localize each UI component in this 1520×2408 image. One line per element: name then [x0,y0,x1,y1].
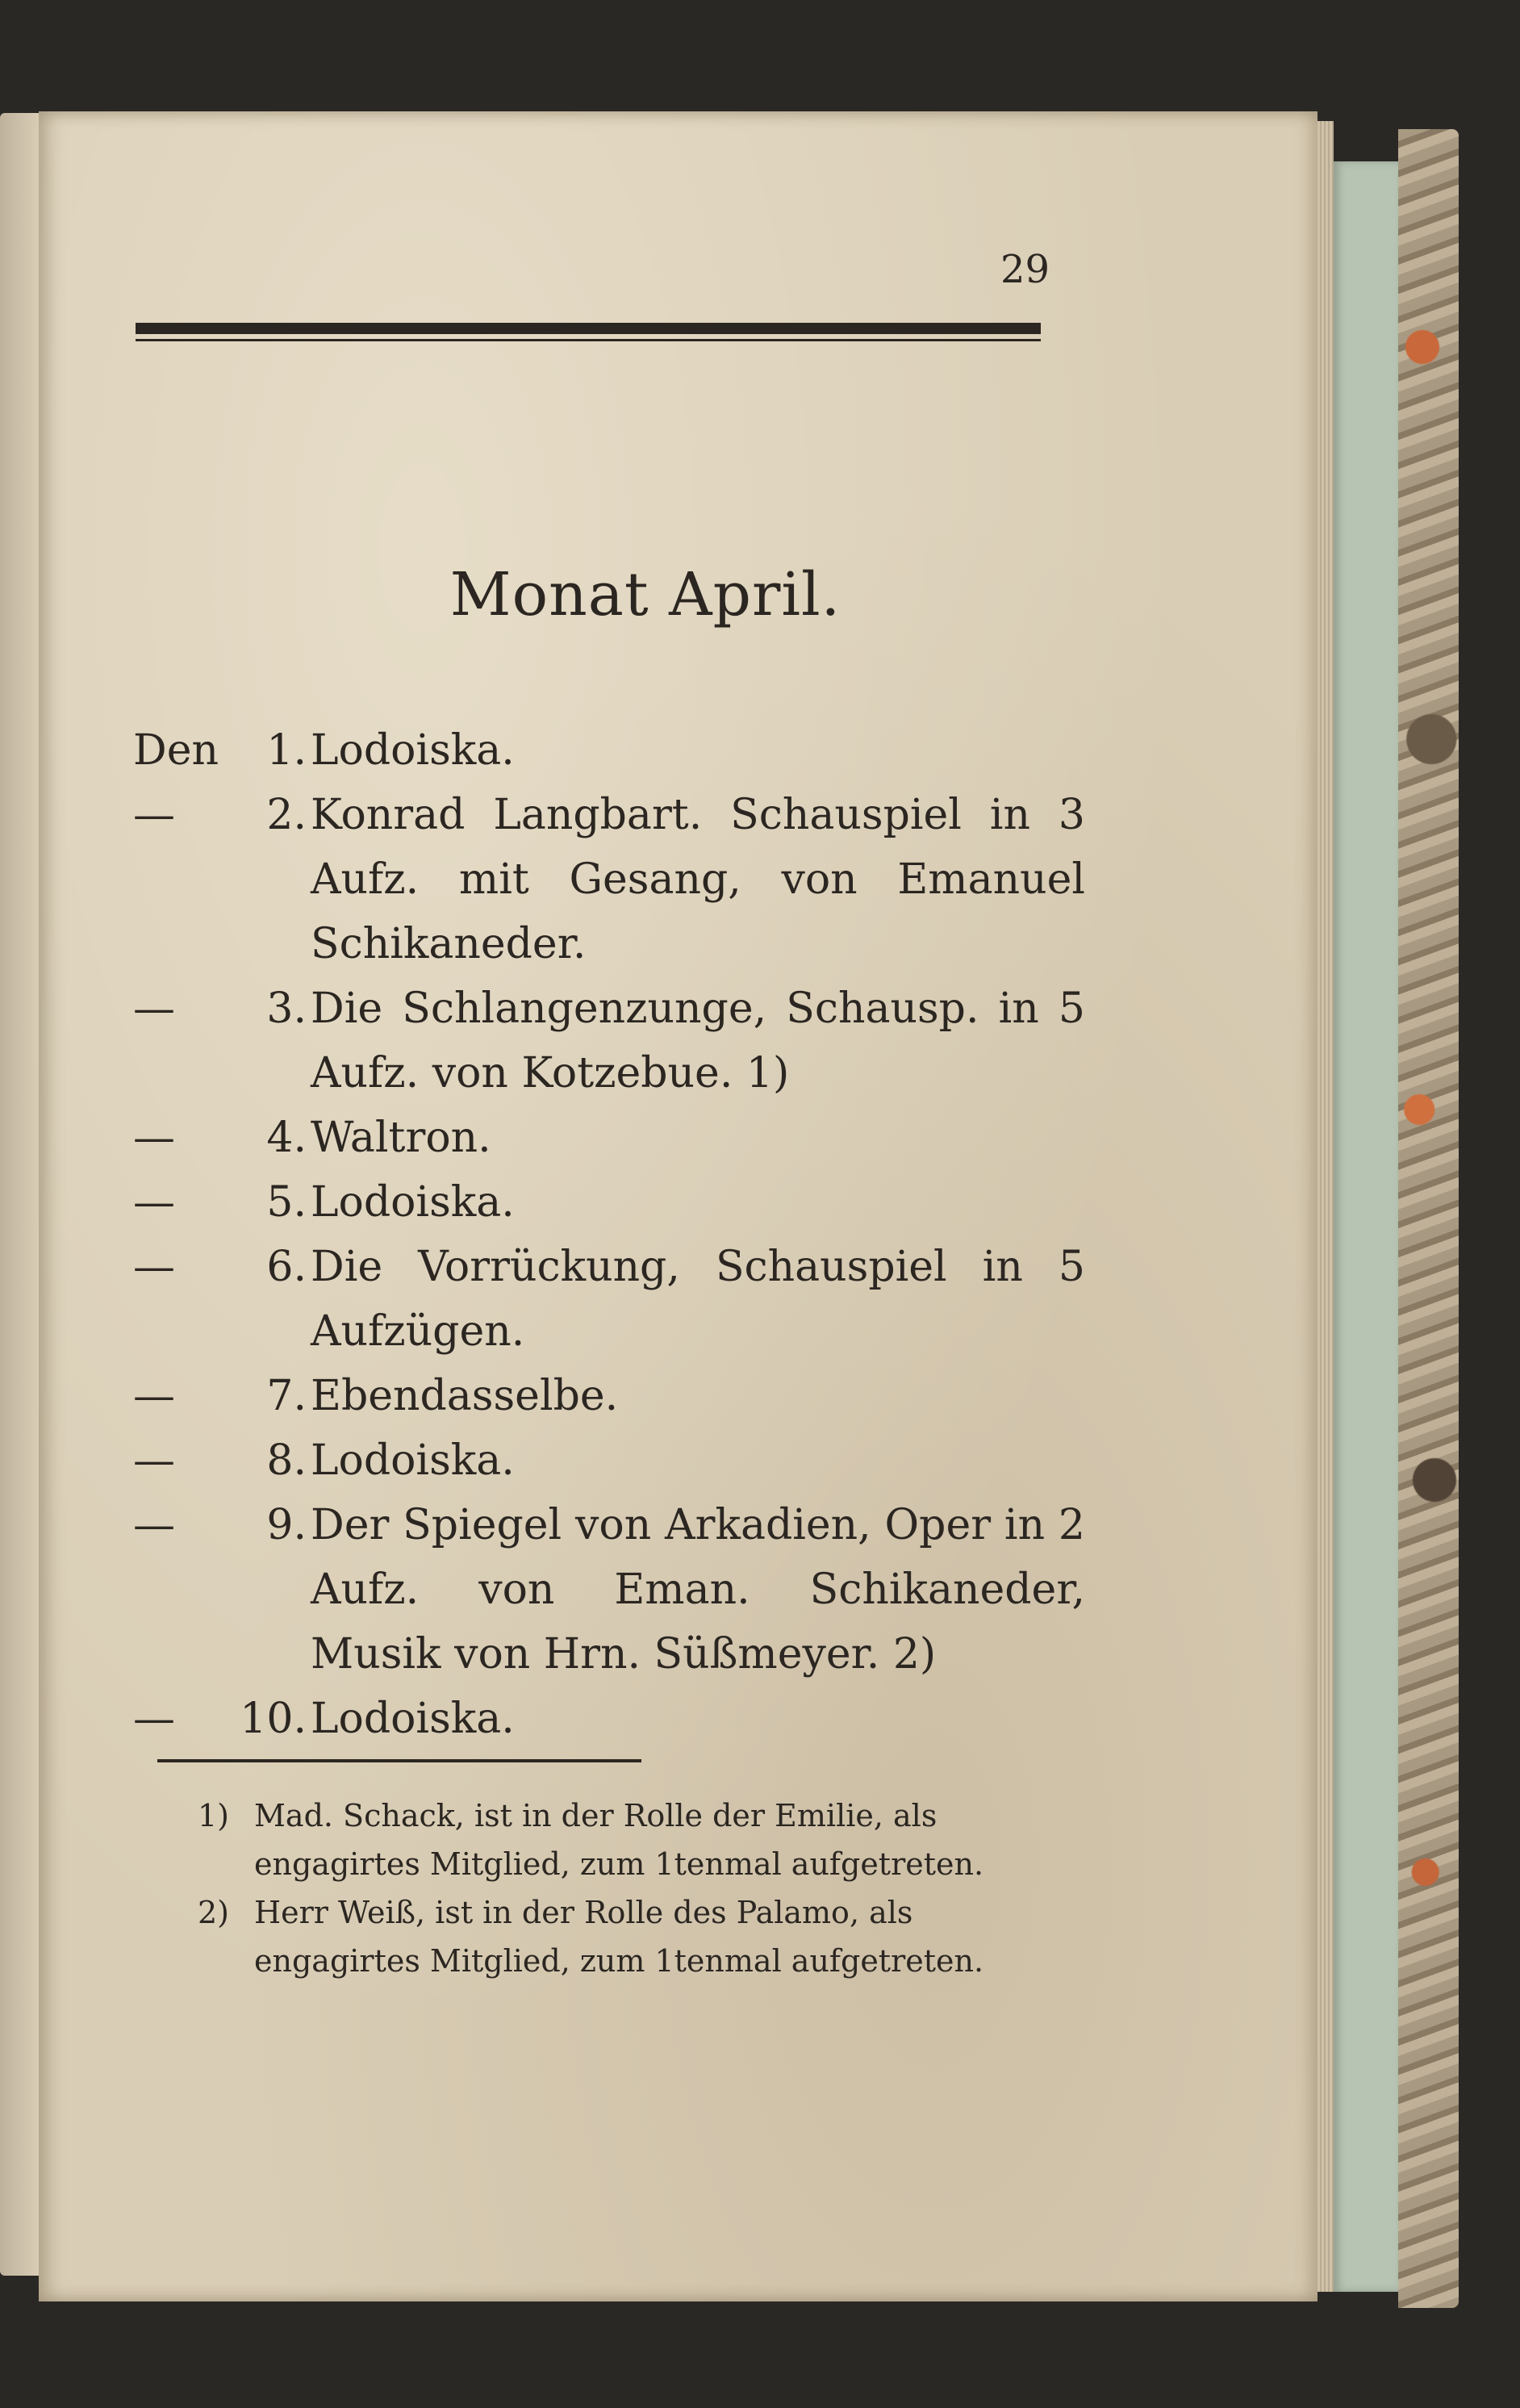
header-rule-thick [136,323,1041,334]
endpaper [1334,161,1398,2292]
entry-day: 5. [266,1178,307,1227]
entry-day: 2. [266,791,307,839]
entry-text: Lodoiska. [311,726,515,775]
entry-prefix: — [133,1243,175,1291]
entry-prefix: — [133,1695,175,1743]
entry-day: 3. [266,985,307,1033]
entry-text: Die Vorrückung, Schauspiel in 5 Aufzügen. [311,1243,1085,1356]
entry-prefix: — [133,1114,175,1162]
entry-text: Die Schlangenzunge, Schausp. in 5 Aufz. von Kotzebue. 1) [311,985,1085,1097]
entry-day: 8. [266,1436,307,1485]
entry-prefix: — [133,1501,175,1549]
footnote-mark: 2) [198,1895,230,1930]
entry-prefix: — [133,1372,175,1420]
list-item [133,1106,1085,1170]
entry-text: Waltron. [311,1114,491,1162]
footnote-text: Herr Weiß, ist in der Rolle des Palamo, als engagirtes Mitglied, zum 1tenmal aufgetreten. [254,1895,984,1979]
list-item [133,1687,1085,1751]
entry-prefix: Den [133,726,219,775]
entry-text: Der Spiegel von Arkadien, Oper in 2 Aufz. von Eman. Schikaneder, Musik von Hrn. Süßmeyer. 2) [311,1501,1085,1678]
entry-day: 10. [240,1695,307,1743]
performance-list [133,718,1085,1751]
page-block-edges [1317,121,1334,2292]
entry-day: 9. [266,1501,307,1549]
list-item [133,718,1085,783]
footnote-text: Mad. Schack, ist in der Rolle der Emilie, als engagirtes Mitglied, zum 1tenmal aufgetreten. [254,1798,984,1882]
entry-text: Konrad Langbart. Schauspiel in 3 Aufz. mit Gesang, von Emanuel Schikaneder. [311,791,1085,968]
footnotes [198,1791,1077,1985]
list-item [133,1428,1085,1493]
entry-text: Lodoiska. [311,1695,515,1743]
entry-day: 4. [266,1114,307,1162]
list-item [133,1235,1085,1364]
entry-prefix: — [133,791,175,839]
entry-day: 6. [266,1243,307,1291]
page-title: Monat April. [449,560,841,629]
entry-text: Ebendasselbe. [311,1372,619,1420]
entry-prefix: — [133,985,175,1033]
footnote-mark: 1) [198,1798,230,1833]
entry-prefix: — [133,1436,175,1485]
footnote-rule [157,1759,641,1762]
footnote [198,1791,1077,1888]
entry-day: 7. [266,1372,307,1420]
list-item [133,1493,1085,1687]
entry-text: Lodoiska. [311,1436,515,1485]
page-number: 29 [1000,247,1050,292]
list-item [133,1170,1085,1235]
entry-text: Lodoiska. [311,1178,515,1227]
list-item [133,783,1085,976]
list-item [133,1364,1085,1428]
entry-prefix: — [133,1178,175,1227]
footnote [198,1888,1077,1985]
header-rule-thin [136,339,1041,341]
marbled-cover-board [1398,129,1459,2308]
list-item [133,976,1085,1106]
entry-day: 1. [266,726,307,775]
